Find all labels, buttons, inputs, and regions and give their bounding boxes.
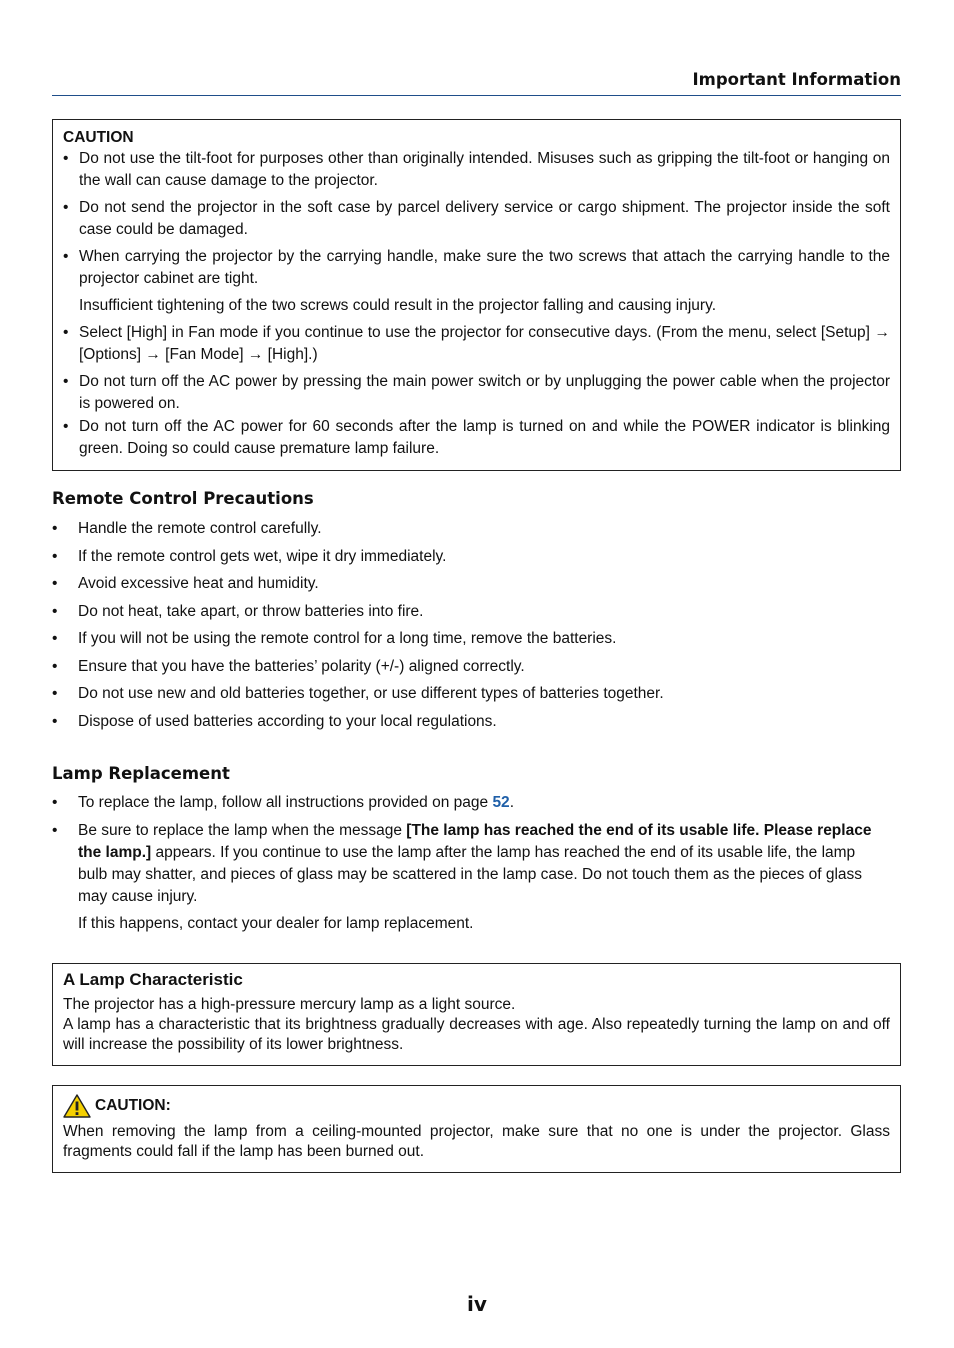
warning-triangle-icon (63, 1094, 91, 1118)
lamp-item2-suffix: appears. If you continue to use the lamp after the lamp has reached the end of its usable life, the lamp bulb may shatter, and pieces of glass may be scattered in the lamp case. Do not touch them as the pieces of glass may cause injury. (78, 843, 863, 905)
lamp-item1-text: To replace the lamp, follow all instructions provided on page (78, 794, 493, 811)
list-item: • Handle the remote control carefully. (52, 518, 901, 540)
list-item: • Ensure that you have the batteries’ polarity (+/-) aligned correctly. (52, 656, 901, 678)
caution-continuation: Insufficient tightening of the two screws could result in the projector falling and causing injury. (79, 297, 716, 314)
caution-list (63, 148, 890, 290)
caution-box-2 (52, 1085, 901, 1173)
lamp-characteristic-line2: A lamp has a characteristic that its brightness gradually decreases with age. Also repeatedly turning the lamp on and off will increase the possibility of its lower brightness. (63, 1016, 890, 1053)
caution-item: • Do not use the tilt-foot for purposes other than originally intended. Misuses such as gripping the tilt-foot or hanging on the wall can cause damage to the projector. (63, 148, 890, 192)
caution-box (52, 119, 901, 471)
caution-list-2 (63, 322, 890, 460)
lamp-characteristic-line1: The projector has a high-pressure mercury lamp as a light source. (63, 996, 516, 1013)
caution-item: • Do not turn off the AC power by pressing the main power switch or by unplugging the power cable when the projector is powered on. (63, 371, 890, 415)
list-item: • Avoid excessive heat and humidity. (52, 573, 901, 595)
list-item: • Dispose of used batteries according to your local regulations. (52, 711, 901, 733)
caution-2-text: When removing the lamp from a ceiling-mounted projector, make sure that no one is under the projector. Glass fragments could fall if the lamp has been burned out. (63, 1123, 890, 1160)
caution-item: • When carrying the projector by the carrying handle, make sure the two screws that attach the carrying handle to the projector cabinet are tight. (63, 246, 890, 290)
list-item: • If you will not be using the remote control for a long time, remove the batteries. (52, 628, 901, 650)
page-link-52[interactable]: 52 (492, 794, 510, 811)
caution-2-title: CAUTION: (95, 1097, 171, 1114)
list-item (52, 820, 901, 908)
header-divider (52, 95, 901, 96)
caution-header (63, 1094, 890, 1118)
caution-item: • Do not send the projector in the soft case by parcel delivery service or cargo shipment. The projector inside the soft case could be damaged. (63, 197, 890, 241)
remote-list (52, 518, 901, 733)
page-header-title: Important Information (692, 70, 901, 89)
list-item: • Do not use new and old batteries together, or use different types of batteries together. (52, 683, 901, 705)
lamp-item1-suffix: . (509, 794, 514, 811)
caution-title: CAUTION (63, 129, 134, 146)
caution-item: • Do not turn off the AC power for 60 seconds after the lamp is turned on and while the POWER indicator is blinking green. Doing so could cause premature lamp failure. (63, 416, 890, 460)
lamp-list (52, 792, 901, 908)
lamp-continuation: If this happens, contact your dealer for lamp replacement. (78, 915, 474, 932)
list-item (52, 792, 901, 814)
lamp-message-bold: [The lamp has reached the end of its usable life. Please replace the lamp.] (78, 821, 872, 861)
lamp-item2-text: Be sure to replace the lamp when the message (78, 821, 407, 839)
lamp-characteristic-box (52, 963, 901, 1066)
lamp-characteristic-title: A Lamp Characteristic (63, 970, 243, 989)
remote-section-list-area (52, 518, 901, 738)
list-item: • Do not heat, take apart, or throw batteries into fire. (52, 601, 901, 623)
remote-section-heading: Remote Control Precautions (52, 489, 314, 508)
page-number: iv (467, 1292, 487, 1316)
caution-item: • Select [High] in Fan mode if you continue to use the projector for consecutive days. (From the menu, select [Setup] → [Options] → [Fan Mode] → [High].) (63, 322, 890, 366)
lamp-section-list-area (52, 792, 901, 940)
lamp-section-heading: Lamp Replacement (52, 764, 230, 783)
list-item: • If the remote control gets wet, wipe it dry immediately. (52, 546, 901, 568)
